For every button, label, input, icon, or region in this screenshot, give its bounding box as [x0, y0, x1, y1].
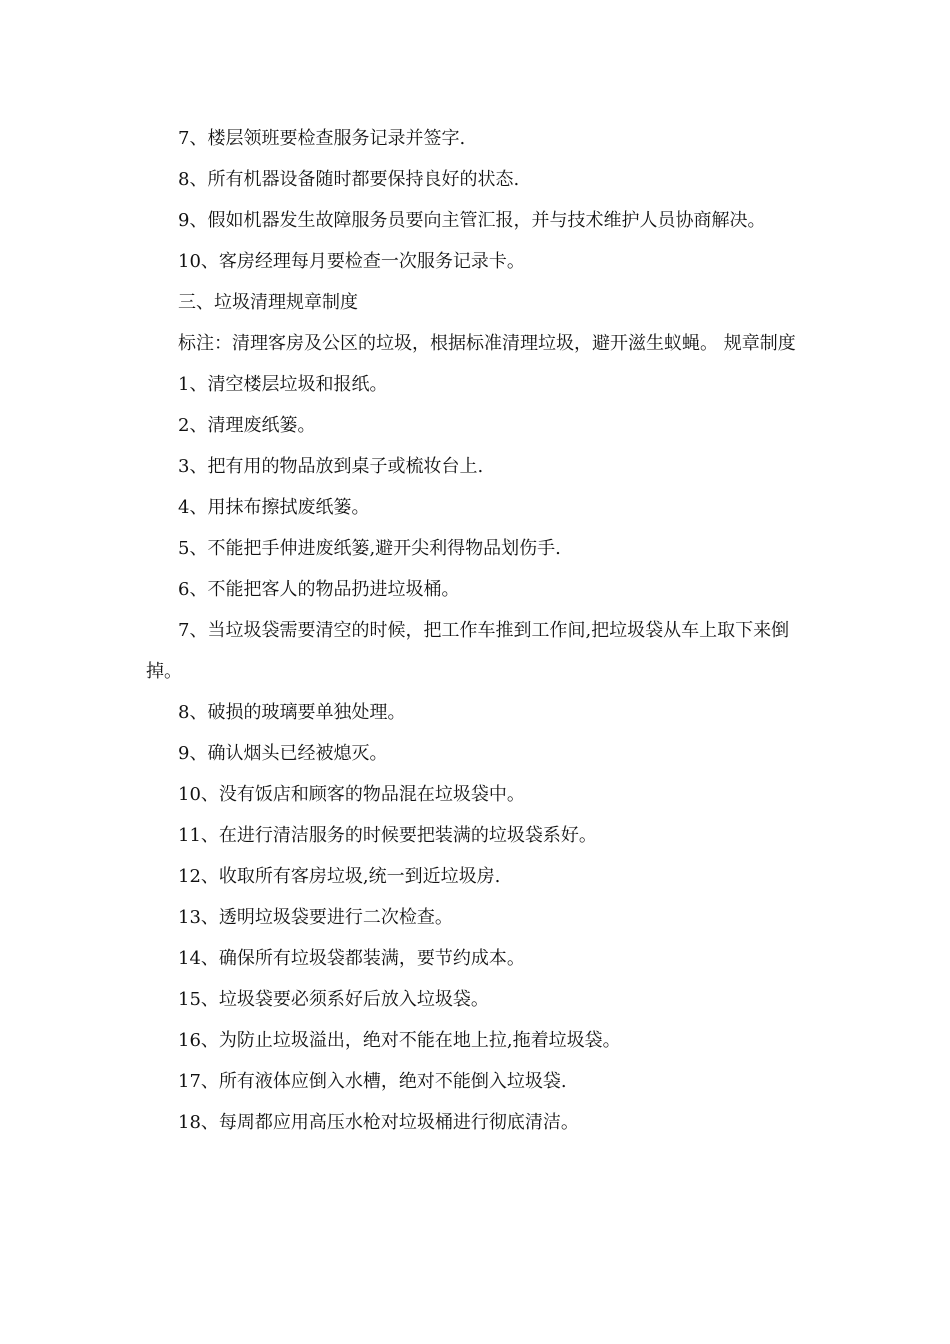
list-item: 8、所有机器设备随时都要保持良好的状态.	[178, 169, 520, 190]
list-item: 1、清空楼层垃圾和报纸。	[178, 374, 388, 395]
list-item: 9、确认烟头已经被熄灭。	[178, 743, 388, 764]
list-item: 6、不能把客人的物品扔进垃圾桶。	[178, 579, 460, 600]
list-item: 10、客房经理每月要检查一次服务记录卡。	[178, 251, 525, 272]
list-item: 9、假如机器发生故障服务员要向主管汇报，并与技术维护人员协商解决。	[178, 210, 766, 231]
list-item: 18、每周都应用高压水枪对垃圾桶进行彻底清洁。	[178, 1112, 579, 1133]
note-paragraph: 标注：清理客房及公区的垃圾，根据标准清理垃圾，避开滋生蚁蝇。 规章制度	[178, 333, 796, 354]
list-item: 4、用抹布擦拭废纸篓。	[178, 497, 370, 518]
list-item: 10、没有饭店和顾客的物品混在垃圾袋中。	[178, 784, 525, 805]
section-heading: 三、垃圾清理规章制度	[178, 292, 358, 313]
document-body	[146, 118, 816, 1143]
list-item: 8、破损的玻璃要单独处理。	[178, 702, 406, 723]
list-item: 17、所有液体应倒入水槽，绝对不能倒入垃圾袋.	[178, 1071, 567, 1092]
list-item: 12、收取所有客房垃圾,统一到近垃圾房.	[178, 866, 501, 887]
list-item: 16、为防止垃圾溢出，绝对不能在地上拉,拖着垃圾袋。	[178, 1030, 621, 1051]
list-item: 7、当垃圾袋需要清空的时候，把工作车推到工作间,把垃圾袋从车上取下来倒掉。	[146, 620, 790, 682]
list-item: 14、确保所有垃圾袋都装满，要节约成本。	[178, 948, 525, 969]
list-item: 5、不能把手伸进废纸篓,避开尖利得物品划伤手.	[178, 538, 561, 559]
list-item: 13、透明垃圾袋要进行二次检查。	[178, 907, 453, 928]
list-item: 2、清理废纸篓。	[178, 415, 316, 436]
list-item: 15、垃圾袋要必须系好后放入垃圾袋。	[178, 989, 489, 1010]
list-item: 3、把有用的物品放到桌子或梳妆台上.	[178, 456, 484, 477]
list-item: 11、在进行清洁服务的时候要把装满的垃圾袋系好。	[178, 825, 597, 846]
list-item: 7、楼层领班要检查服务记录并签字.	[178, 128, 466, 149]
